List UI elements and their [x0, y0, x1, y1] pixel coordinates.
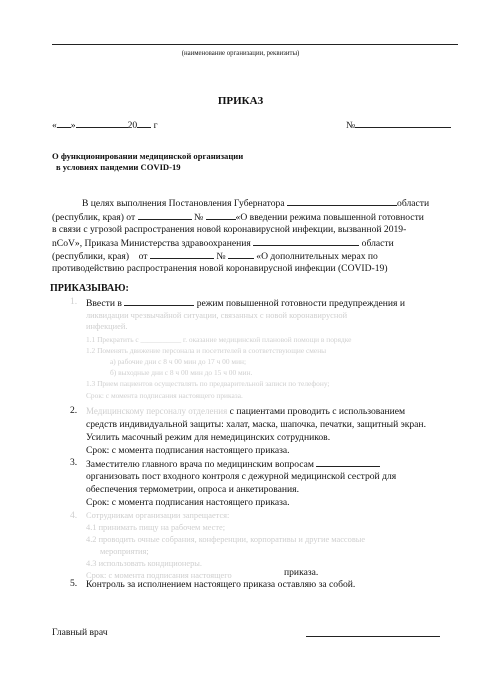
item-4-faint-6: Срок: с момента подписания настоящего: [86, 571, 232, 580]
item-1-faint-8: Срок: с момента подписания настоящего приказа.: [86, 391, 243, 400]
item-1-faint-5: а) рабочие дни с 8 ч 00 мин до 17 ч 00 мин;: [110, 357, 247, 366]
item-3-line-2: организовать пост входного контроля с дежурной медицинской сестрой для: [86, 471, 397, 482]
item-2-line-2: средств индивидуальной защиты: халат, маска, шапочка, печатки, защитный экран.: [86, 419, 426, 430]
item-4-faint-2: 4.1 принимать пищу на рабочем месте;: [86, 523, 226, 532]
item-2-line-1: Медицинскому персоналу отделения с пациентами проводить с использованием: [86, 406, 406, 417]
signature-line: [306, 636, 440, 637]
item-1-faint-7: 1.3 Прием пациентов осуществлять по предварительной записи по телефону;: [86, 379, 330, 388]
document-title: ПРИКАЗ: [217, 95, 264, 107]
organization-line: [52, 44, 458, 45]
item-5-number: 5.: [70, 578, 78, 589]
signature-label: Главный врач: [52, 627, 108, 638]
item-2-line-3: Усилить масочный режим для немедицинских сотрудников.: [86, 432, 331, 443]
subject-line-1: О функционировании медицинской организации: [52, 151, 244, 161]
item-1-faint-3: 1.1 Прекратить с ___________ г. оказание медицинской плановой помощи в порядке: [86, 335, 352, 344]
item-1-faint-1: ликвидации чрезвычайной ситуации, связанных с новой коронавирусной: [86, 311, 348, 320]
item-1-faint-2: инфекцией.: [86, 322, 128, 331]
number-line: №: [346, 118, 451, 132]
item-3-line-4: Срок: с момента подписания настоящего приказа.: [86, 497, 290, 508]
item-2-number: 2.: [70, 405, 78, 416]
item-2-line-4: Срок: с момента подписания настоящего приказа.: [86, 445, 290, 456]
item-4-faint-3: 4.2 проводить очные собрания, конференции, корпоративы и другие массовые: [86, 535, 366, 544]
item-1-faint-4: 1.2 Поменять движение персонала и посетителей в соответствующие смены: [86, 346, 327, 355]
item-4-number: 4.: [70, 510, 78, 521]
item-4-faint-1: Сотрудникам организации запрещается:: [86, 511, 230, 520]
preamble-line-5: (республики, края) от № «О дополнительных мерах по: [52, 251, 378, 262]
preamble-line-2: (республик, края) от № «О введении режима повышенной готовности: [52, 212, 424, 223]
preamble-line-4: nCoV», Приказа Министерства здравоохранения области: [52, 238, 394, 249]
date-line: « » 20 г: [52, 120, 158, 131]
item-4-faint-5: 4.3 использовать кондиционеры.: [86, 559, 202, 568]
item-3-number: 3.: [70, 457, 78, 468]
subject-line-2: в условиях пандемии COVID-19: [56, 162, 181, 172]
item-4-faint-4: мероприятия;: [100, 547, 149, 556]
item-1-faint-6: б) выходные дни с 8 ч 00 мин до 15 ч 00 мин.: [110, 368, 253, 377]
preamble-line-3: в связи с угрозой распространения новой коронавирусной инфекции, вызванной 2019-: [52, 224, 407, 235]
preamble-line-6: противодействию распространения новой коронавирусной инфекции (COVID-19): [52, 263, 388, 274]
item-1-line: Ввести в режим повышенной готовности предупреждения и: [86, 298, 405, 309]
item-1-number: 1.: [70, 296, 78, 307]
item-3-line-3: обеспечения термометрии, опроса и анкетирования.: [86, 484, 299, 495]
preamble-line-1: В целях выполнения Постановления Губернатора области: [82, 198, 430, 209]
order-heading: ПРИКАЗЫВАЮ:: [50, 283, 129, 294]
item-5-line: Контроль за исполнением настоящего приказа оставляю за собой.: [86, 579, 356, 590]
item-3-line-1: Заместителю главного врача по медицинским вопросам: [86, 457, 464, 471]
organization-caption: (наименование организации, реквизиты): [181, 50, 300, 57]
item-4-end: приказа.: [284, 567, 319, 578]
